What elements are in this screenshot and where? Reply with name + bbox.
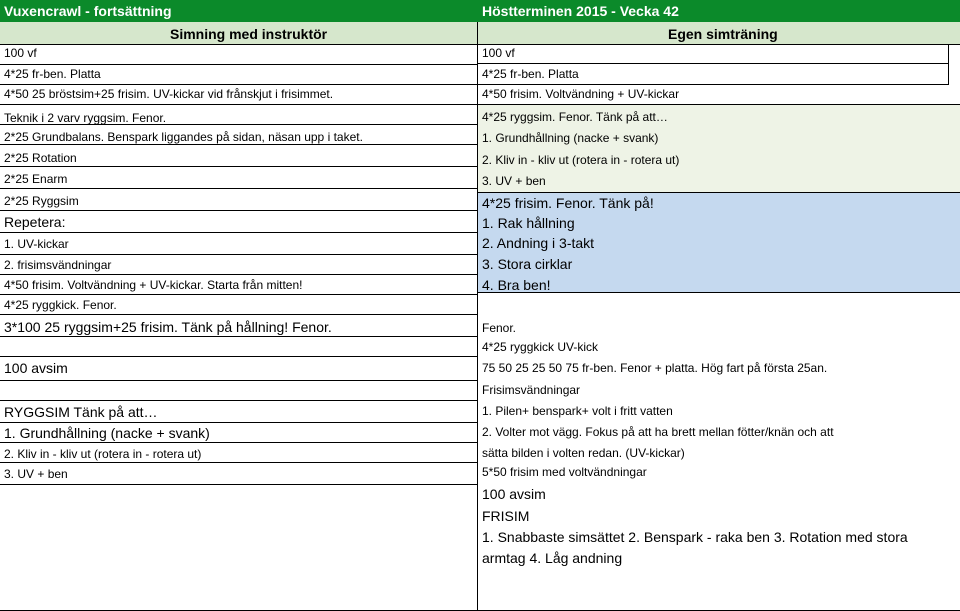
right-row-8: 4*25 frisim. Fenor. Tänk på! bbox=[482, 195, 654, 211]
right-row-6: 2. Kliv in - kliv ut (rotera in - rotera ut) bbox=[482, 153, 680, 167]
right-row-1: 100 vf bbox=[482, 46, 515, 60]
right-row-3: 4*50 frisim. Voltvändning + UV-kickar bbox=[482, 87, 680, 101]
left-row-6: 2*25 Rotation bbox=[4, 151, 77, 165]
right-row-20: sätta bilden i volten redan. (UV-kickar) bbox=[482, 446, 685, 460]
right-row-24: 1. Snabbaste simsättet 2. Benspark - raka ben 3. Rotation med stora bbox=[482, 529, 908, 545]
divider bbox=[0, 422, 478, 423]
right-row-17: Frisimsvändningar bbox=[482, 383, 581, 397]
left-row-3: 4*50 25 bröstsim+25 frisim. UV-kickar vid frånskjut i frisimmet. bbox=[4, 87, 334, 101]
left-row-8: 2*25 Ryggsim bbox=[4, 194, 79, 208]
sheet-title: Vuxencrawl - fortsättning bbox=[4, 3, 172, 19]
left-row-13: 4*25 ryggkick. Fenor. bbox=[4, 298, 117, 312]
divider bbox=[478, 63, 948, 64]
left-row-12: 4*50 frisim. Voltvändning + UV-kickar. Starta från mitten! bbox=[4, 278, 303, 292]
left-row-18: RYGGSIM Tänk på att… bbox=[4, 404, 158, 420]
right-row-23: FRISIM bbox=[482, 508, 530, 524]
divider bbox=[0, 484, 478, 485]
divider bbox=[0, 44, 960, 45]
left-row-19: 1. Grundhållning (nacke + svank) bbox=[4, 425, 210, 441]
divider bbox=[0, 64, 478, 65]
divider bbox=[0, 380, 478, 381]
left-row-9: Repetera: bbox=[4, 214, 66, 230]
right-row-12: 4. Bra ben! bbox=[482, 277, 551, 293]
right-row-2: 4*25 fr-ben. Platta bbox=[482, 67, 579, 81]
divider bbox=[0, 188, 478, 189]
divider bbox=[0, 336, 478, 337]
term-label: Höstterminen 2015 - Vecka 42 bbox=[482, 3, 679, 19]
column-header-row bbox=[0, 22, 960, 44]
right-row-18: 1. Pilen+ benspark+ volt i fritt vatten bbox=[482, 404, 673, 418]
right-row-22: 100 avsim bbox=[482, 486, 546, 502]
divider bbox=[0, 144, 478, 145]
divider bbox=[0, 104, 478, 105]
divider bbox=[0, 356, 478, 357]
divider bbox=[478, 84, 948, 85]
left-row-1: 100 vf bbox=[4, 46, 37, 60]
left-row-20: 2. Kliv in - kliv ut (rotera in - rotera ut) bbox=[4, 447, 202, 461]
left-row-5: 2*25 Grundbalans. Benspark liggandes på sidan, näsan upp i taket. bbox=[4, 130, 363, 144]
right-row-11: 3. Stora cirklar bbox=[482, 256, 573, 272]
right-row-15: 4*25 ryggkick UV-kick bbox=[482, 340, 599, 354]
right-row-10: 2. Andning i 3-takt bbox=[482, 235, 595, 251]
left-column-header: Simning med instruktör bbox=[170, 26, 328, 42]
right-row-21: 5*50 frisim med voltvändningar bbox=[482, 465, 647, 479]
divider bbox=[478, 104, 960, 105]
divider bbox=[0, 274, 478, 275]
divider bbox=[0, 84, 478, 85]
right-row-5: 1. Grundhållning (nacke + svank) bbox=[482, 131, 659, 145]
left-row-16: 100 avsim bbox=[4, 360, 68, 376]
left-row-21: 3. UV + ben bbox=[4, 467, 68, 481]
left-row-4: Teknik i 2 varv ryggsim. Fenor. bbox=[4, 111, 167, 125]
divider bbox=[948, 44, 949, 85]
right-column-header: Egen simträning bbox=[668, 26, 778, 42]
right-row-19: 2. Volter mot vägg. Fokus på att ha brett mellan fötter/knän och att bbox=[482, 425, 834, 439]
left-row-7: 2*25 Enarm bbox=[4, 172, 68, 186]
left-row-10: 1. UV-kickar bbox=[4, 237, 69, 251]
divider bbox=[0, 232, 478, 233]
divider bbox=[478, 192, 960, 193]
left-row-14: 3*100 25 ryggsim+25 frisim. Tänk på hållning! Fenor. bbox=[4, 319, 332, 335]
left-row-11: 2. frisimsvändningar bbox=[4, 258, 112, 272]
right-row-4: 4*25 ryggsim. Fenor. Tänk på att… bbox=[482, 110, 668, 124]
right-row-25: armtag 4. Låg andning bbox=[482, 550, 623, 566]
column-divider bbox=[477, 22, 478, 611]
divider bbox=[0, 254, 478, 255]
right-row-9: 1. Rak hållning bbox=[482, 215, 575, 231]
divider bbox=[0, 210, 478, 211]
divider bbox=[0, 166, 478, 167]
divider bbox=[0, 462, 478, 463]
right-row-7: 3. UV + ben bbox=[482, 174, 546, 188]
divider bbox=[0, 294, 478, 295]
divider bbox=[0, 314, 478, 315]
divider bbox=[0, 442, 478, 443]
right-row-16: 75 50 25 25 50 75 fr-ben. Fenor + platta. Hög fart på första 25an. bbox=[482, 361, 828, 375]
right-row-14: Fenor. bbox=[482, 321, 517, 335]
left-row-2: 4*25 fr-ben. Platta bbox=[4, 67, 101, 81]
divider bbox=[0, 400, 478, 401]
